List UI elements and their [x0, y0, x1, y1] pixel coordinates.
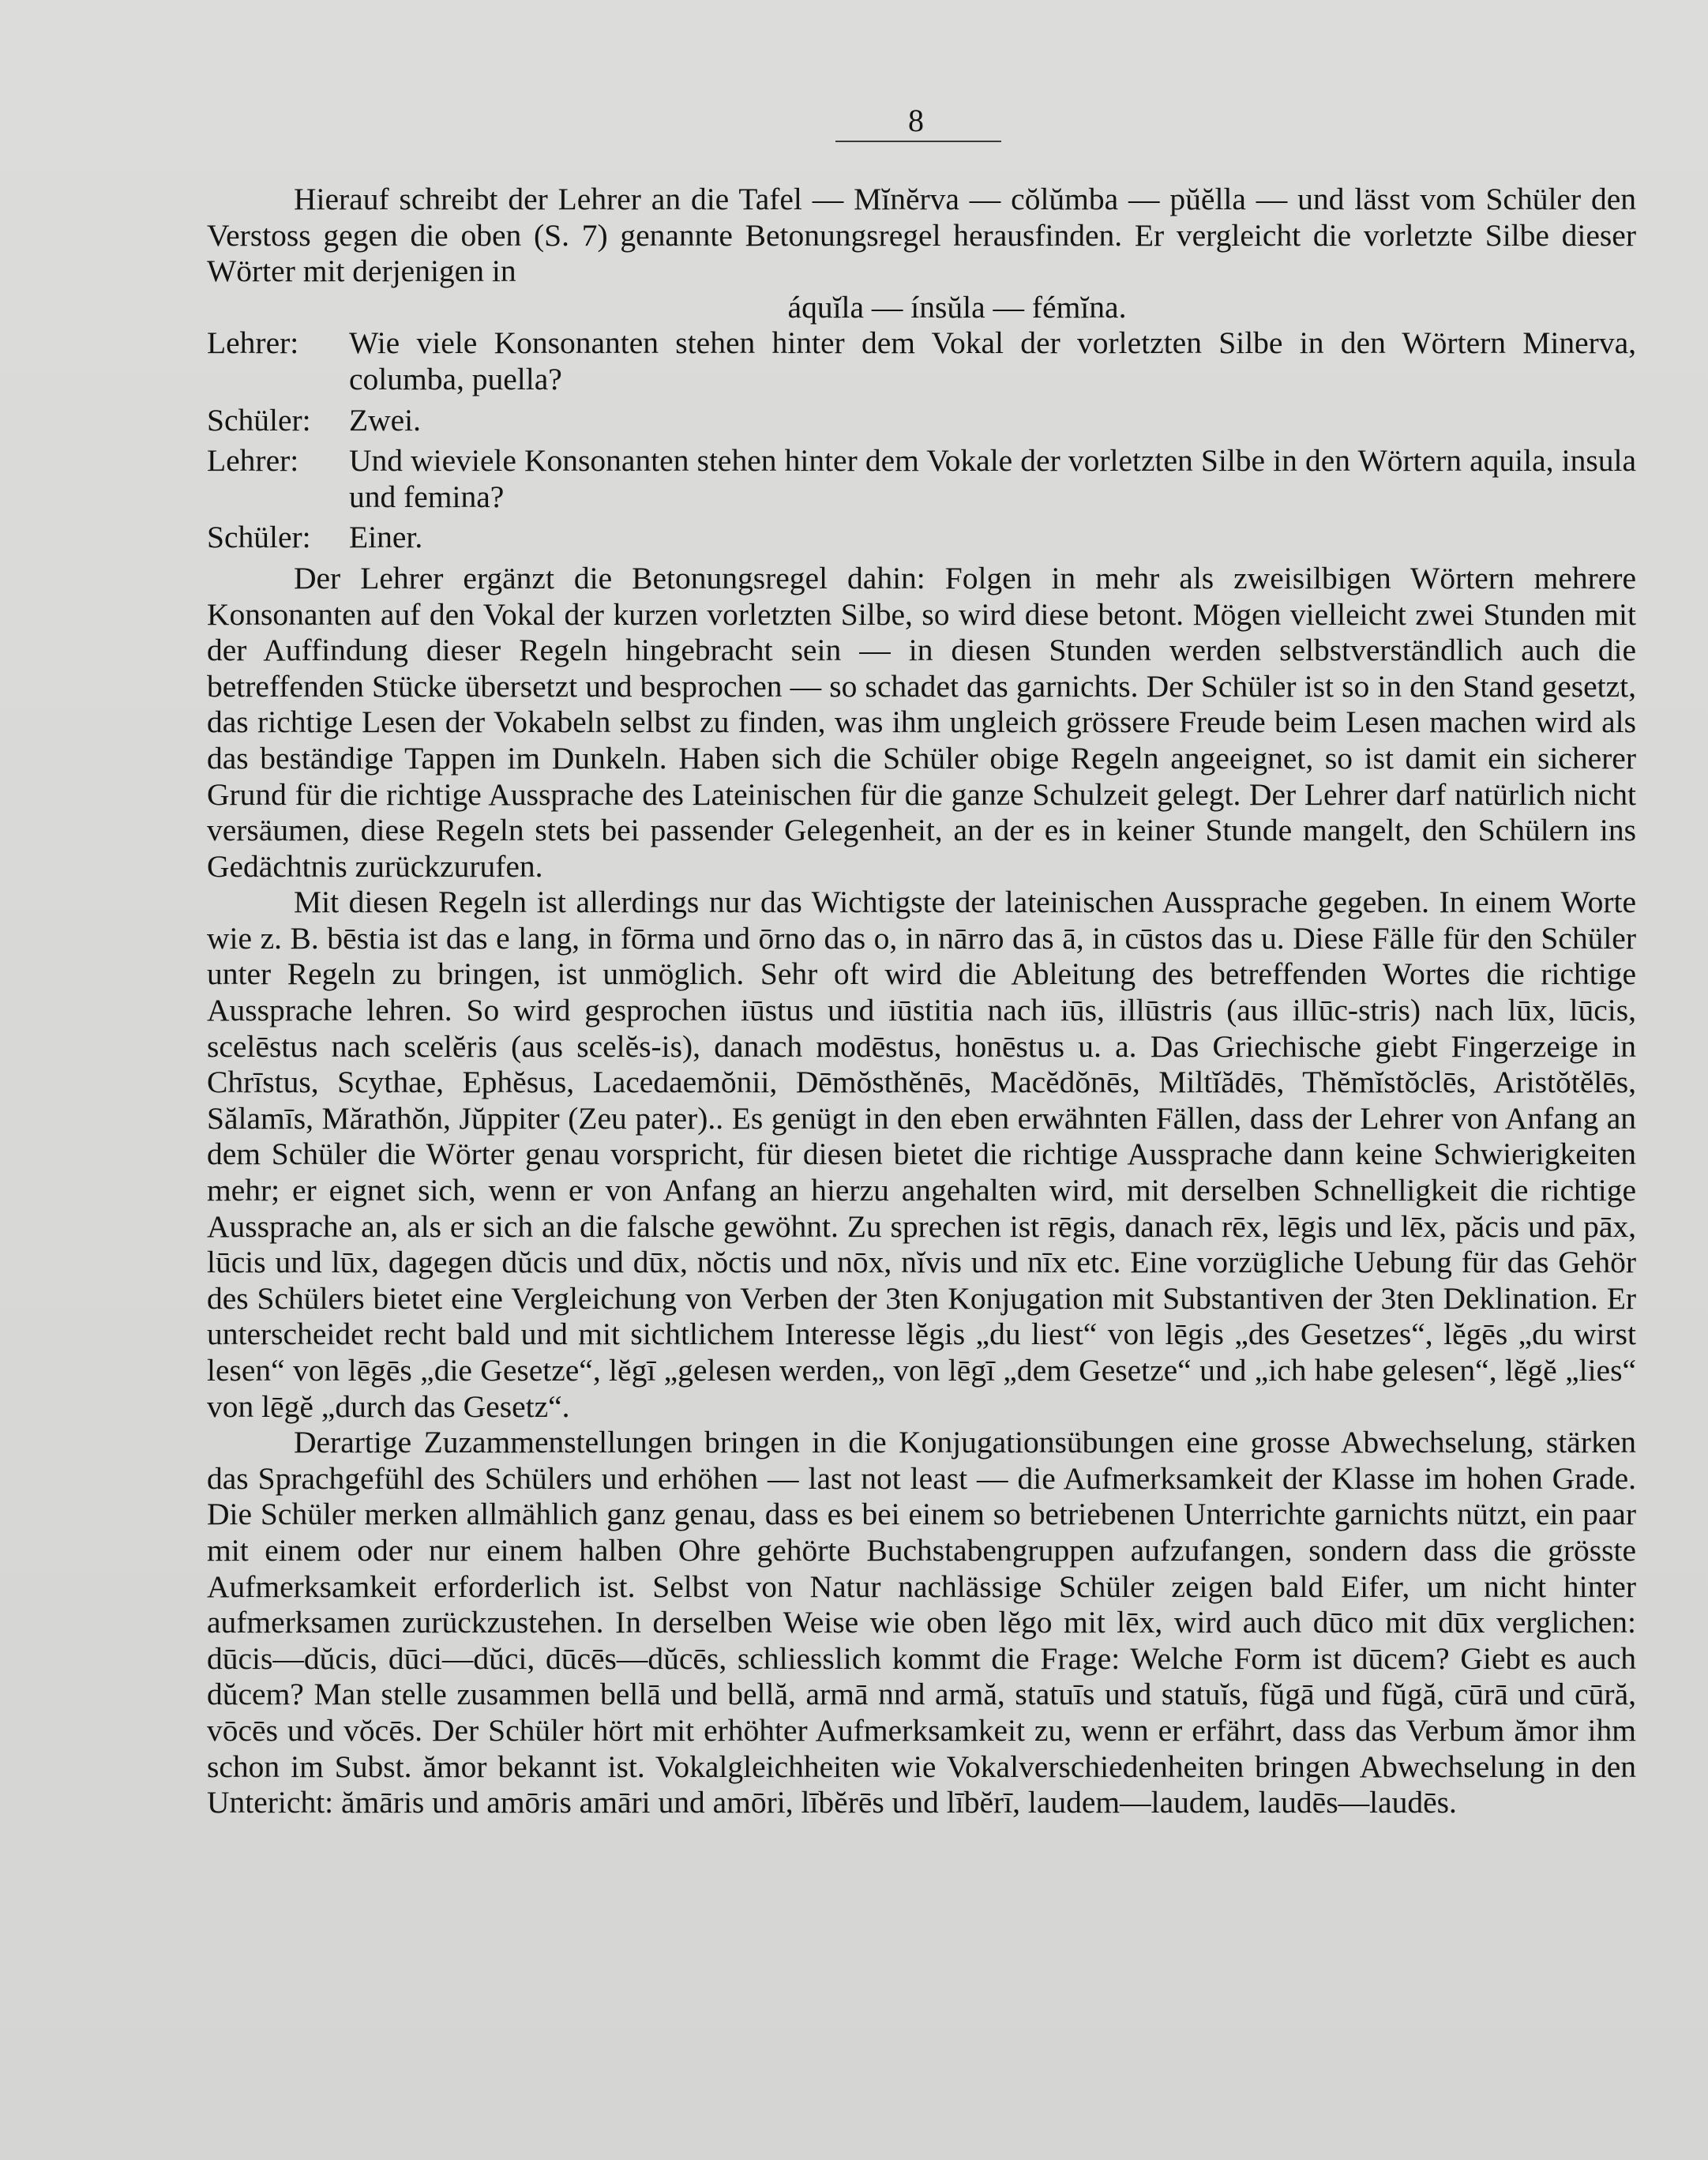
dialog-speaker: Schüler:: [207, 402, 311, 438]
centered-example-words: áquĭla — ínsŭla — fémĭna.: [787, 289, 1127, 325]
dialog-speaker: Lehrer:: [207, 443, 299, 479]
dialog-text: Zwei.: [349, 402, 422, 438]
dialog-text: Einer.: [349, 520, 423, 555]
dialog-line: [207, 403, 1636, 439]
dialog-text: Wie viele Konsonanten stehen hinter dem Vokal der vorletzten Silbe in den Wörtern Minerva, columba, puella?: [349, 325, 1636, 396]
paragraph-3: Mit diesen Regeln ist allerdings nur das Wichtigste der lateinischen Aussprache gegeben. In einem Worte wie z. B. bēstia ist das e lang, in fōrma und ōrno das o, in nārro das ā, in cūstos das u. Diese Fälle für den Schüler unter Regeln zu bringen, ist unmöglich. Sehr oft wird die Ableitung des betreffenden Wortes die richtige Aussprache lehren. So wird gesprochen iūstus und iūstitia nach iūs, illūstris (aus illūc-stris) nach lūx, lūcis, scelēstus nach scelĕris (aus scelĕs-is), danach modēstus, honēstus u. a. Das Griechische giebt Fingerzeige in Chrīstus, Scythae, Ephĕsus, Lacedaemŏnii, Dēmŏsthĕnēs, Macĕdŏnēs, Miltĭădēs, Thĕmĭstŏclēs, Aristŏtĕlēs, Sălamīs, Mărathŏn, Jŭppiter (Zeu pater).. Es genügt in den eben erwähnten Fällen, dass der Lehrer von Anfang an dem Schüler die Wörter genau vorspricht, für diesen bietet die richtige Aussprache dann keine Schwierigkeiten mehr; er eignet sich, wenn er von Anfang an hierzu angehalten wird, mit derselben Schnelligkeit die richtige Aussprache an, als er sich an die falsche gewöhnt. Zu sprechen ist rēgis, danach rēx, lēgis und lēx, păcis und pāx, lūcis und lūx, dagegen dŭcis und dūx, nŏctis und nōx, nĭvis und nīx etc. Eine vorzügliche Uebung für das Gehör des Schülers bietet eine Vergleichung von Verben der 3ten Konjugation mit Substantiven der 3ten Deklination. Er unterscheidet recht bald und mit sichtlichem Interesse lĕgis „du liest“ von lēgis „des Gesetzes“, lĕgēs „du wirst lesen“ von lēgēs „die Gesetze“, lĕgī „gelesen werden„ von lēgī „dem Gesetze“ und „ich habe gelesen“, lĕgĕ „lies“ von lēgĕ „durch das Gesetz“.: [207, 885, 1636, 1424]
page-number-rule: [835, 141, 1001, 142]
dialog-line: [207, 325, 1636, 397]
page-number: 8: [908, 103, 924, 138]
body-text: [207, 182, 1636, 1821]
dialog-line: [207, 520, 1636, 556]
paragraph-2: Der Lehrer ergänzt die Betonungsregel dahin: Folgen in mehr als zweisilbigen Wörtern mehrere Konsonanten auf den Vokal der kurzen vorletzten Silbe, so wird diese betont. Mögen vielleicht zwei Stunden mit der Auffindung dieser Regeln hingebracht sein — in diesen Stunden werden selbstverständlich auch die betreffenden Stücke übersetzt und besprochen — so schadet das garnichts. Der Schüler ist so in den Stand gesetzt, das richtige Lesen der Vokabeln selbst zu finden, was ihm ungleich grössere Freude beim Lesen machen wird als das beständige Tappen im Dunkeln. Haben sich die Schüler obige Regeln angeeignet, so ist damit ein sicherer Grund für die richtige Aussprache des Lateinischen für die ganze Schulzeit gelegt. Der Lehrer darf natürlich nicht versäumen, diese Regeln stets bei passender Gelegenheit, an der es in keiner Stunde mangelt, den Schülern ins Gedächtnis zurückzurufen.: [207, 560, 1636, 884]
paragraph-4: Derartige Zuzammenstellungen bringen in die Konjugationsübungen eine grosse Abwechselung, stärken das Sprachgefühl des Schülers und erhöhen — last not least — die Aufmerksamkeit der Klasse im hohen Grade. Die Schüler merken allmählich ganz genau, dass es bei einem so betriebenen Unterrichte garnichts nützt, ein paar mit einem oder nur einem halben Ohre gehörte Buchstabengruppen aufzufangen, sondern dass die grösste Aufmerksamkeit erforderlich ist. Selbst von Natur nachlässige Schüler zeigen bald Eifer, um nicht hinter aufmerksamen zurückzustehen. In derselben Weise wie oben lĕgo mit lēx, wird auch dūco mit dūx verglichen: dūcis—dŭcis, dūci—dŭci, dūcēs—dŭcēs, schliesslich kommt die Frage: Welche Form ist dūcem? Giebt es auch dŭcem? Man stelle zusammen bellā und bellă, armā nnd armă, statuīs und statuĭs, fŭgā und fŭgă, cūrā und cūră, vōcēs und vŏcēs. Der Schüler hört mit erhöhter Aufmerksamkeit zu, wenn er erfährt, dass das Verbum ămor ihm schon im Subst. ămor bekannt ist. Vokalgleichheiten wie Vokalverschiedenheiten bringen Abwechselung in den Untericht: ămāris und amōris amāri und amōri, lībĕrēs und lībĕrī, laudem—laudem, laudēs—laudēs.: [207, 1425, 1636, 1820]
dialog-text: Und wieviele Konsonanten stehen hinter dem Vokale der vorletzten Silbe in den Wörtern aquila, insula und femina?: [349, 443, 1636, 514]
dialog-line: [207, 443, 1636, 515]
dialog-speaker: Schüler:: [207, 520, 311, 555]
dialog-speaker: Lehrer:: [207, 325, 299, 361]
paragraph-1: Hierauf schreibt der Lehrer an die Tafel — Mĭnĕrva — cŏlŭmba — pŭĕlla — und lässt vom Schüler den Verstoss gegen die oben (S. 7) genannte Betonungsregel herausfinden. Er vergleicht die vorletzte Silbe dieser Wörter mit derjenigen in: [207, 182, 1636, 289]
